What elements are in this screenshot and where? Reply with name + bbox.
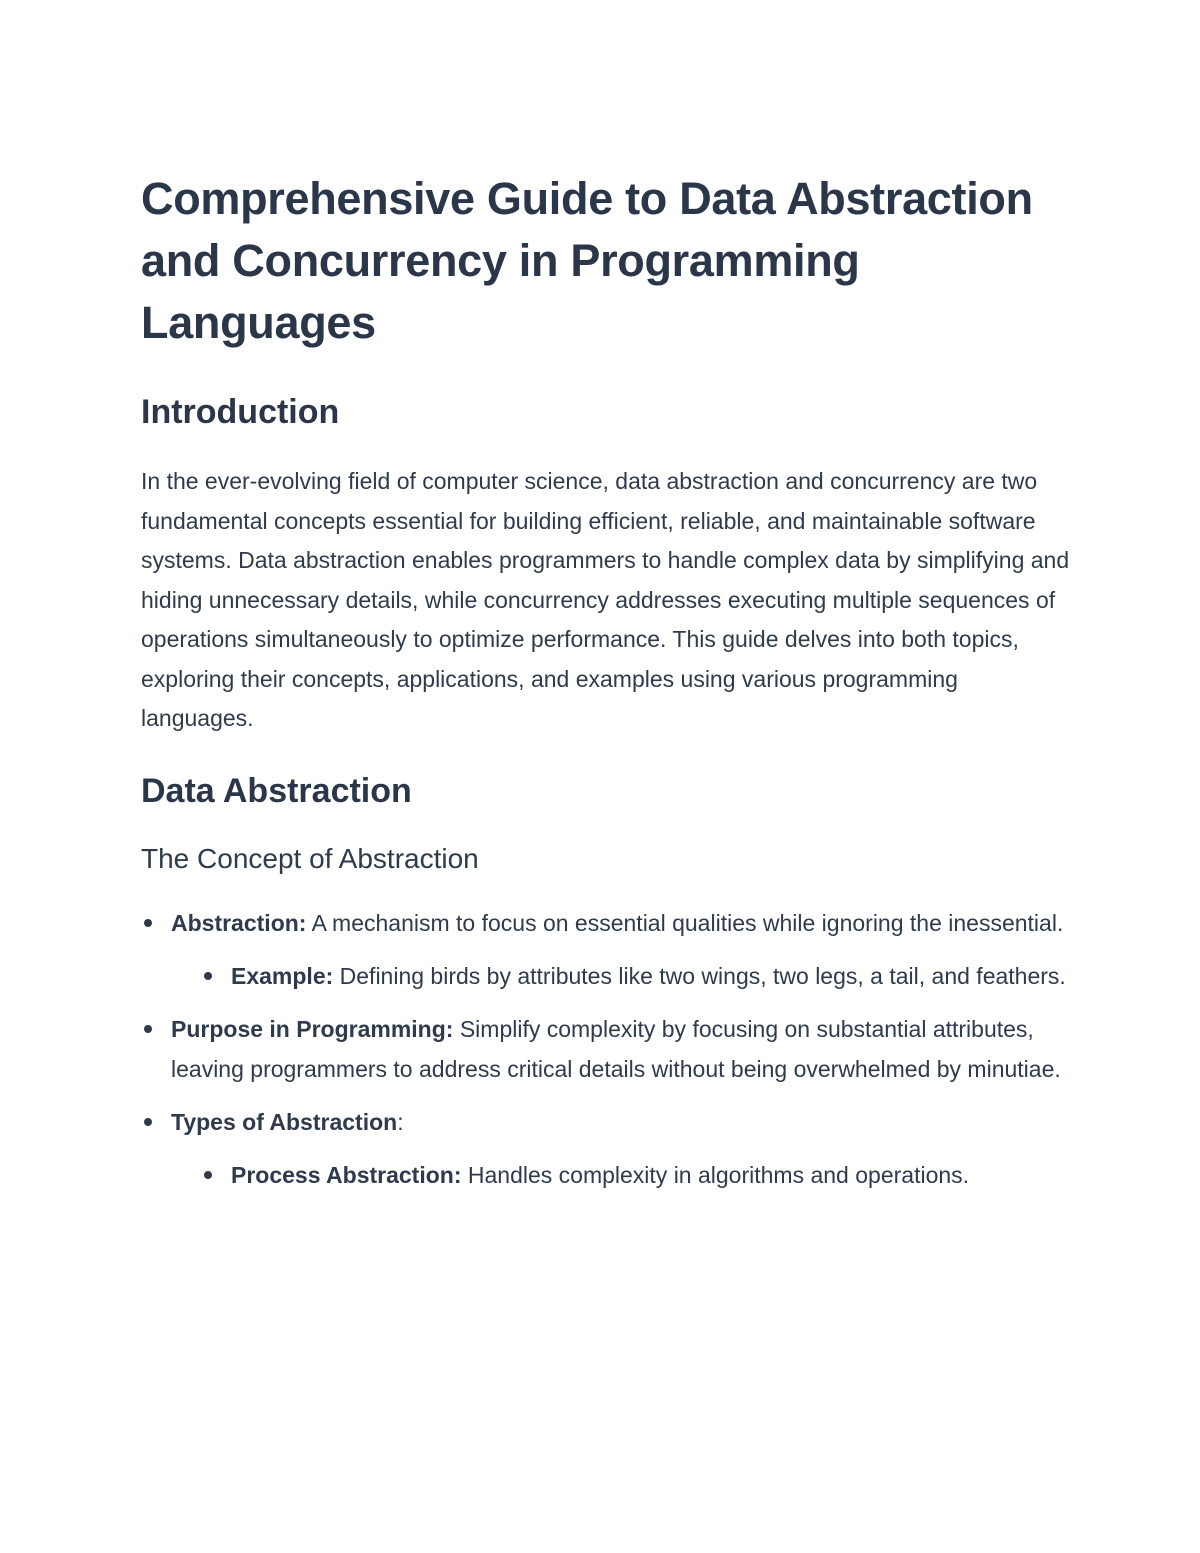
list-item-term: Purpose in Programming: xyxy=(171,1015,454,1042)
document-page xyxy=(141,168,1071,1208)
list-item xyxy=(201,1155,1071,1195)
list-item-term: Example: xyxy=(231,962,334,989)
subsection-heading-concept-of-abstraction: The Concept of Abstraction xyxy=(141,842,479,874)
list-item xyxy=(141,1009,1071,1089)
nested-bullet-list xyxy=(171,956,1071,996)
list-item-text: Defining birds by attributes like two wings, two legs, a tail, and feathers. xyxy=(333,962,1066,989)
bullet-icon xyxy=(144,1025,152,1033)
bullet-icon xyxy=(204,1171,212,1179)
list-item-text: Simplify complexity by focusing on substantial attributes, leaving programmers to address critical details without being overwhelmed by minutiae. xyxy=(171,1015,1061,1082)
list-item xyxy=(141,903,1071,996)
list-item-text: A mechanism to focus on essential qualities while ignoring the inessential. xyxy=(306,909,1064,936)
list-item-term: Abstraction: xyxy=(171,909,307,936)
list-item xyxy=(141,1102,1071,1195)
nested-bullet-list xyxy=(171,1155,1071,1195)
bullet-icon xyxy=(204,972,212,980)
list-item-text: Handles complexity in algorithms and operations. xyxy=(461,1161,970,1188)
list-item-text: : xyxy=(397,1108,404,1135)
bullet-icon xyxy=(144,1118,152,1126)
list-item-term: Types of Abstraction xyxy=(171,1108,398,1135)
list-item xyxy=(201,956,1071,996)
abstraction-bullet-list xyxy=(141,903,1071,1195)
document-title: Comprehensive Guide to Data Abstraction and Concurrency in Programming Languages xyxy=(141,173,1033,348)
section-heading-introduction: Introduction xyxy=(141,393,340,431)
bullet-icon xyxy=(144,919,152,927)
introduction-paragraph: In the ever-evolving field of computer science, data abstraction and concurrency are two fundamental concepts essential for building efficient, reliable, and maintainable software systems. Data abstraction enables programmers to handle complex data by simplifying and hiding unnecessary details, while concurrency addresses executing multiple sequences of operations simultaneously to optimize performance. This guide delves into both topics, exploring their concepts, applications, and examples using various programming languages. xyxy=(141,468,1070,731)
section-heading-data-abstraction: Data Abstraction xyxy=(141,771,412,810)
list-item-term: Process Abstraction: xyxy=(231,1161,462,1188)
